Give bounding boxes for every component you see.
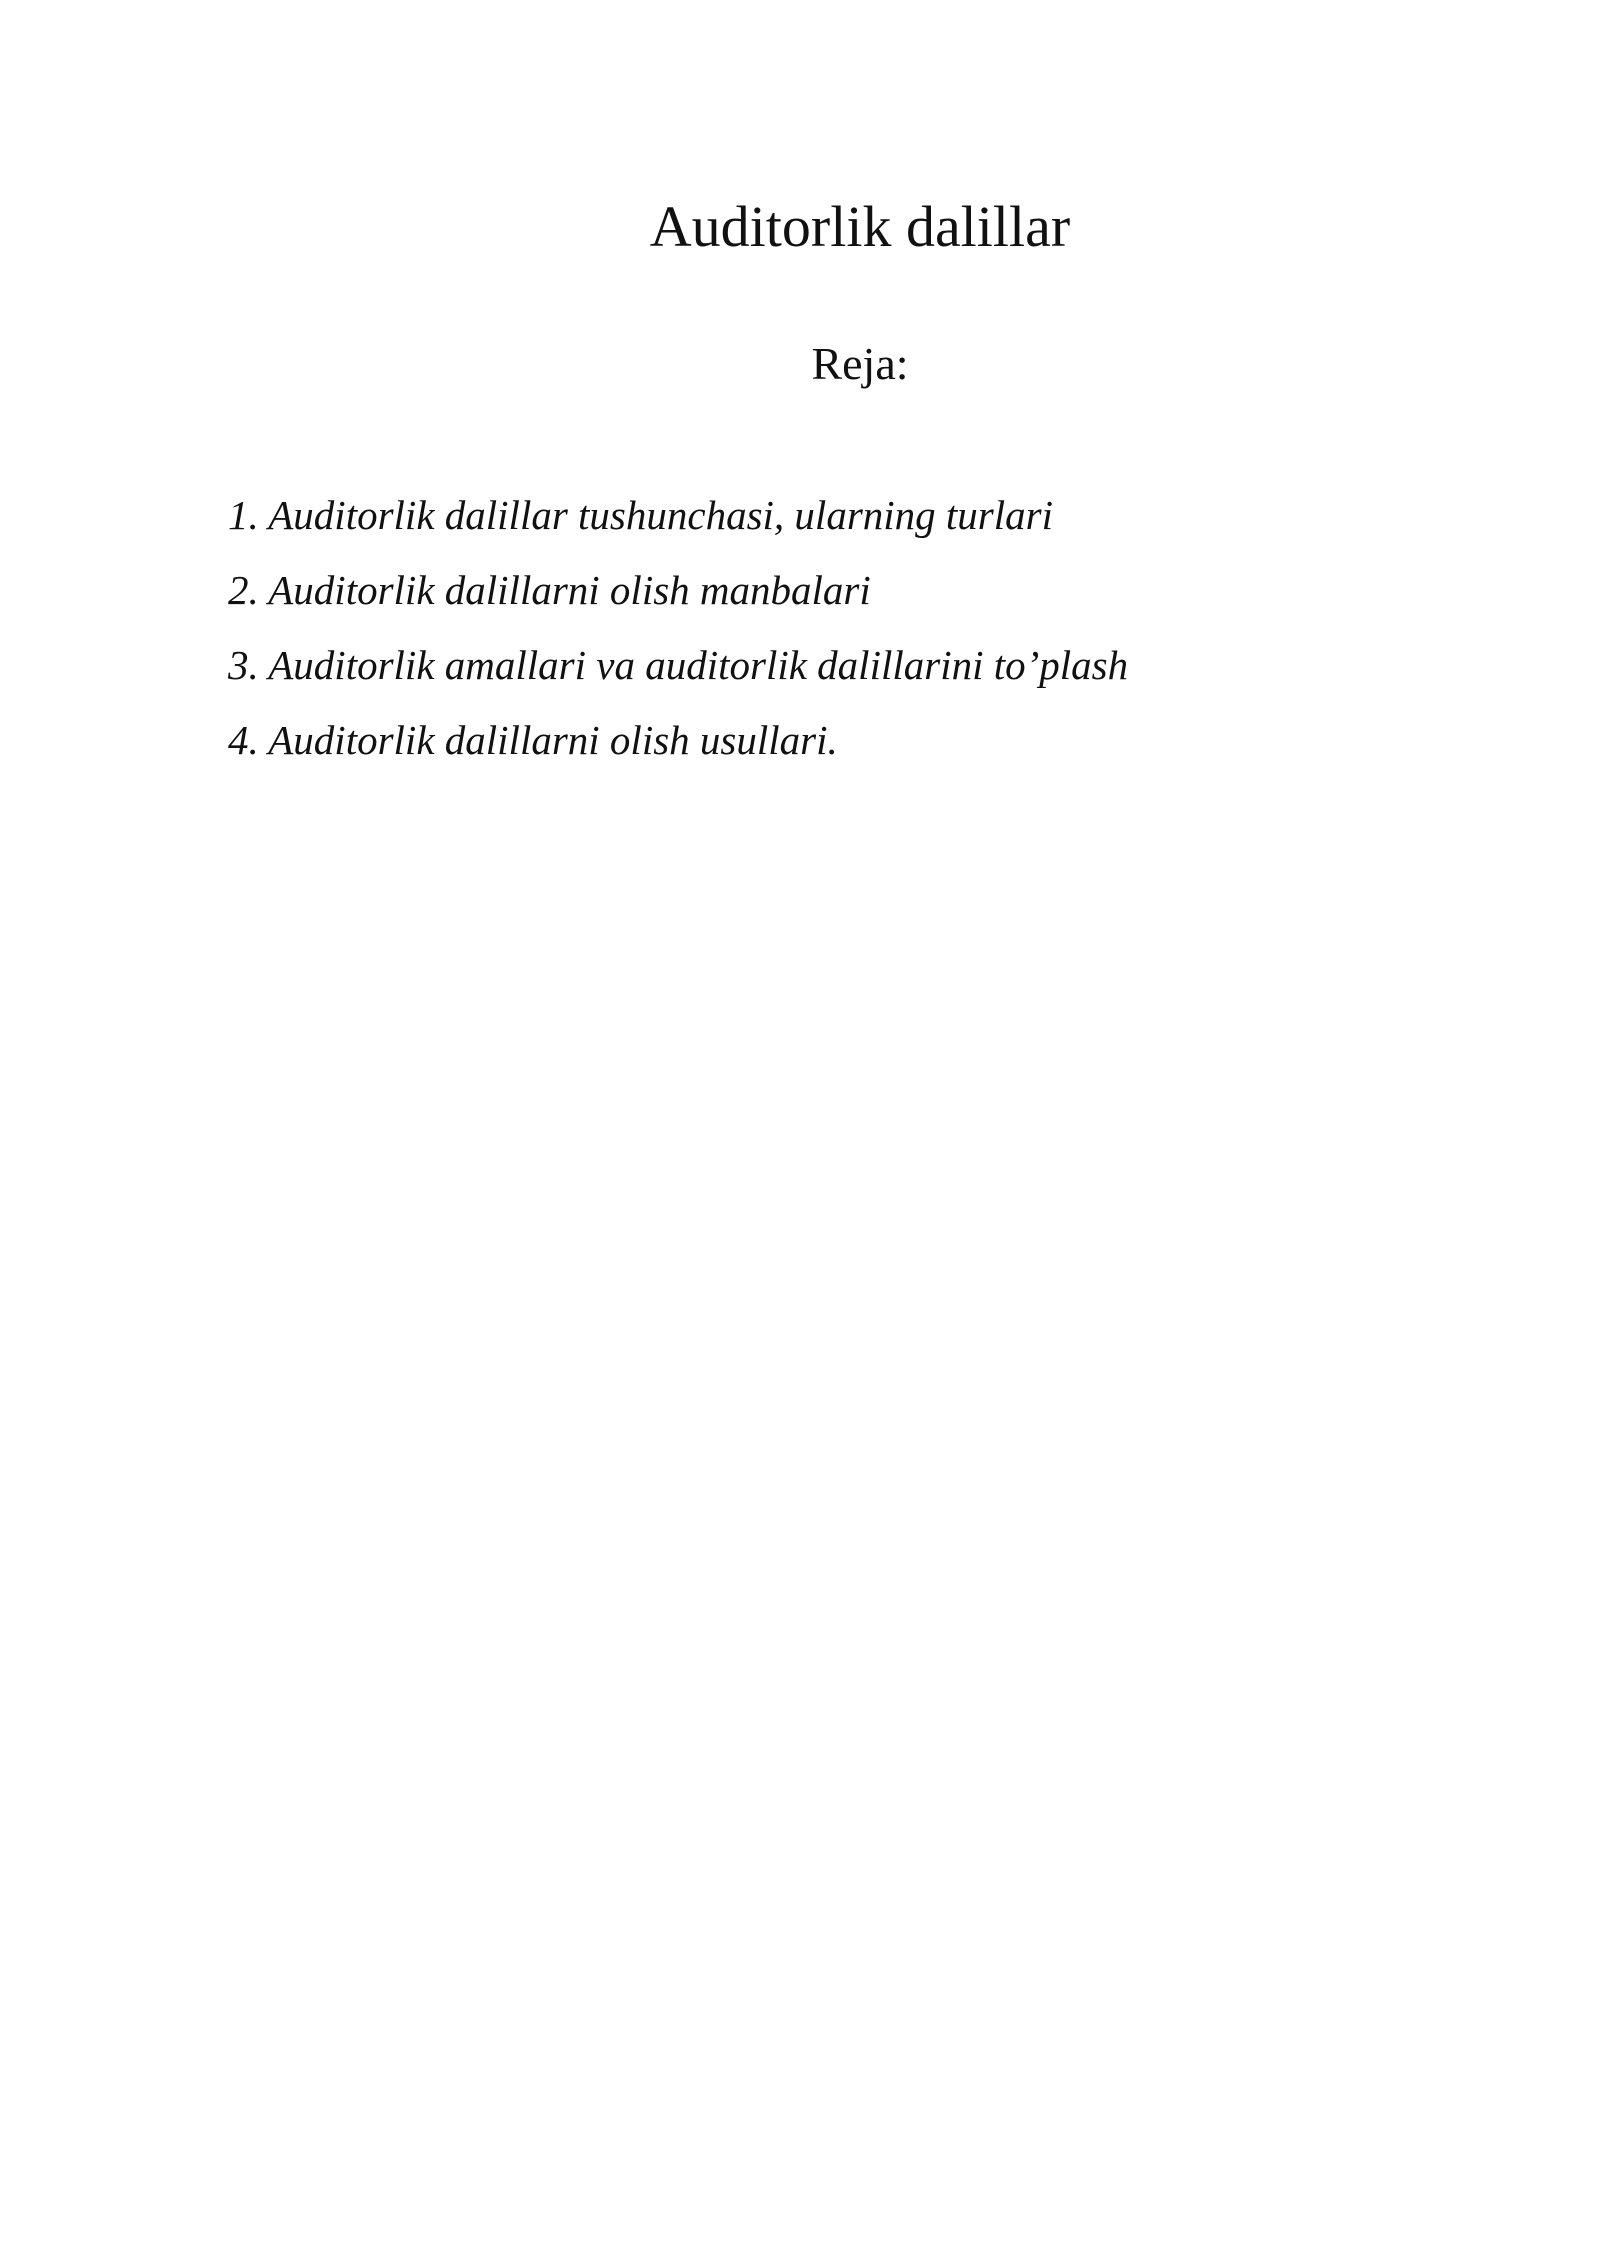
plan-list	[228, 490, 1428, 790]
document-title: Auditorlik dalillar	[649, 193, 1071, 259]
plan-heading: Reja:	[811, 338, 909, 389]
plan-item-1: 1. Auditorlik dalillar tushunchasi, ularning turlari	[228, 492, 1054, 538]
plan-item-4: 4. Auditorlik dalillarni olish usullari.	[228, 717, 838, 763]
plan-item-2: 2. Auditorlik dalillarni olish manbalari	[228, 567, 871, 613]
plan-item-3: 3. Auditorlik amallari va auditorlik dalillarini to’plash	[228, 642, 1129, 688]
